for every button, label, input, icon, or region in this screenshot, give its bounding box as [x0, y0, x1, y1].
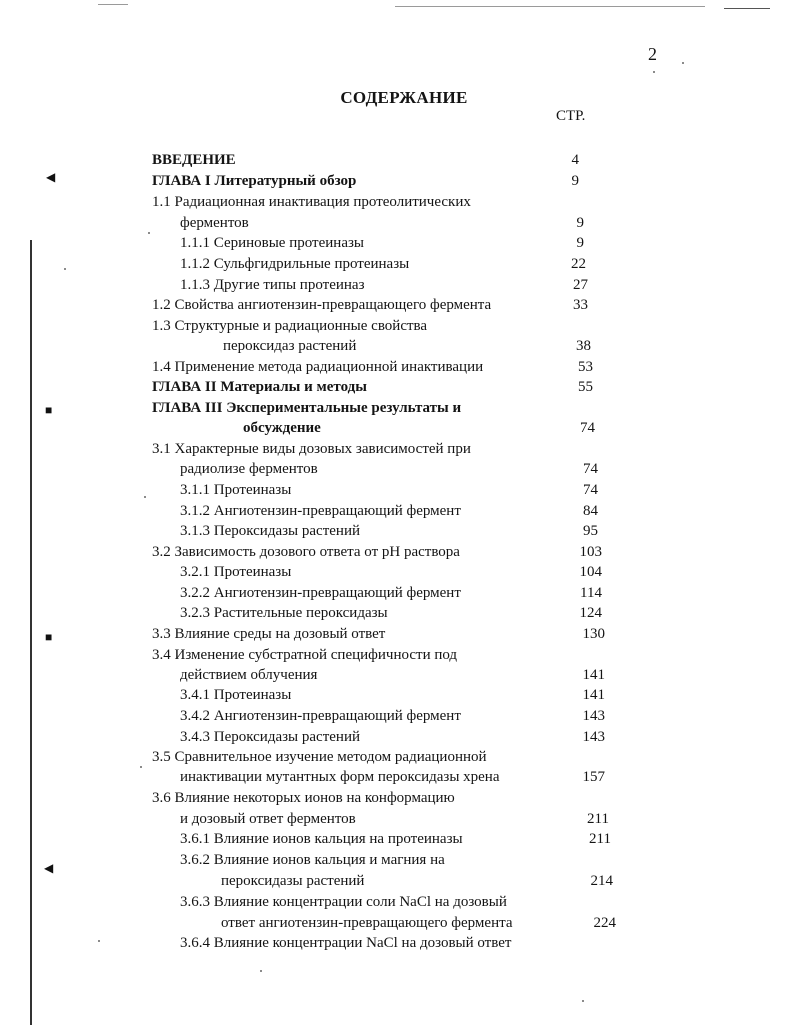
toc-entry-text: действием облучения: [180, 667, 318, 683]
toc-entry-text: радиолизе ферментов: [180, 461, 318, 477]
toc-entry-text: 3.1.2 Ангиотензин-превращающий фермент: [180, 503, 461, 519]
toc-entry-text: 3.6.2 Влияние ионов кальция и магния на: [180, 852, 445, 868]
toc-entry-text: 1.1 Радиационная инактивация протеолитических: [152, 194, 471, 210]
page-number: 2: [648, 44, 657, 64]
binder-mark: ■: [45, 630, 53, 644]
toc-entry-page: 95: [583, 523, 598, 539]
toc-entry-page: 27: [573, 277, 588, 293]
toc-entry-page: 211: [587, 811, 609, 827]
toc-entry-text: инактивации мутантных форм пероксидазы хрена: [180, 769, 500, 785]
scan-artifact-line: [98, 4, 128, 5]
toc-entry-text: 1.1.3 Другие типы протеиназ: [180, 277, 365, 293]
binder-mark: ◀: [44, 861, 54, 875]
binder-mark: ◀: [46, 170, 56, 184]
toc-entry-text: 3.2.3 Растительные пероксидазы: [180, 605, 388, 621]
toc-entry-page: 22: [571, 256, 586, 272]
toc-entry-page: 214: [590, 873, 613, 889]
toc-entry-text: 3.5 Сравнительное изучение методом радиационной: [152, 749, 487, 765]
scan-speck: [144, 496, 146, 498]
toc-entry-page: 141: [582, 687, 605, 703]
toc-entry-text: 3.6 Влияние некоторых ионов на конформацию: [152, 790, 455, 806]
scan-speck: [582, 1000, 584, 1002]
toc-entry-text: ГЛАВА II Материалы и методы: [152, 379, 367, 395]
toc-entry-text: пероксидаз растений: [223, 338, 357, 354]
toc-entry-text: 3.6.3 Влияние концентрации соли NaCl на дозовый: [180, 894, 507, 910]
toc-entry-text: 1.1.1 Сериновые протеиназы: [180, 235, 364, 251]
toc-entry-text: и дозовый ответ ферментов: [180, 811, 356, 827]
toc-entry-text: 3.4 Изменение субстратной специфичности под: [152, 647, 458, 663]
scan-speck: [260, 970, 262, 972]
toc-entry-page: 211: [589, 831, 611, 847]
toc-entry-page: 224: [593, 915, 616, 931]
toc-entry-text: 3.2.1 Протеиназы: [180, 564, 292, 580]
page-column-label: СТР.: [556, 108, 586, 124]
toc-entry-text: 3.1.3 Пероксидазы растений: [180, 523, 360, 539]
toc-entry-text: 1.3 Структурные и радиационные свойства: [152, 318, 428, 334]
toc-entry-page: 74: [583, 482, 598, 498]
toc-entry-page: 104: [579, 564, 602, 580]
toc-entry-page: 143: [582, 708, 605, 724]
scan-speck: [682, 62, 684, 64]
toc-entry-text: пероксидазы растений: [221, 873, 365, 889]
toc-entry-page: 4: [571, 152, 579, 168]
toc-entry-text: 3.6.4 Влияние концентрации NaCl на дозовый ответ: [180, 935, 512, 951]
scan-speck: [98, 940, 100, 942]
toc-entry-text: ГЛАВА III Экспериментальные результаты и: [152, 400, 462, 416]
toc-entry-page: 141: [582, 667, 605, 683]
toc-entry-page: 157: [582, 769, 605, 785]
scan-speck: [148, 232, 150, 234]
toc-entry-text: ферментов: [180, 215, 249, 231]
toc-entry-text: 3.4.3 Пероксидазы растений: [180, 729, 360, 745]
toc-entry-text: 3.2.2 Ангиотензин-превращающий фермент: [180, 585, 461, 601]
toc-entry-page: 9: [571, 173, 579, 189]
scan-speck: [64, 268, 66, 270]
toc-entry-page: 124: [579, 605, 602, 621]
toc-entry-page: 9: [576, 215, 584, 231]
toc-entry-text: ГЛАВА I Литературный обзор: [152, 173, 357, 189]
toc-entry-page: 130: [582, 626, 605, 642]
page-title: СОДЕРЖАНИЕ: [340, 88, 468, 107]
toc-entry-page: 84: [583, 503, 598, 519]
toc-entry-text: ВВЕДЕНИЕ: [152, 152, 236, 168]
toc-entry-text: 3.6.1 Влияние ионов кальция на протеиназы: [180, 831, 463, 847]
toc-entry-text: 1.1.2 Сульфгидрильные протеиназы: [180, 256, 410, 272]
scan-artifact-line: [395, 6, 705, 7]
toc-entry-page: 9: [576, 235, 584, 251]
scan-artifact-line: [724, 8, 770, 9]
toc-entry-text: обсуждение: [243, 420, 321, 436]
toc-entry-text: 1.4 Применение метода радиационной инактивации: [152, 359, 484, 375]
toc-entry-text: 3.1 Характерные виды дозовых зависимостей при: [152, 441, 471, 457]
toc-entry-text: ответ ангиотензин-превращающего фермента: [221, 915, 513, 931]
toc-entry-page: 74: [583, 461, 598, 477]
toc-entry-page: 143: [582, 729, 605, 745]
toc-entry-text: 3.1.1 Протеиназы: [180, 482, 292, 498]
toc-entry-page: 103: [579, 544, 602, 560]
toc-entry-text: 1.2 Свойства ангиотензин-превращающего фермента: [152, 297, 492, 313]
scan-speck: [653, 71, 655, 73]
toc-entry-text: 3.4.1 Протеиназы: [180, 687, 292, 703]
binder-mark: ■: [45, 403, 53, 417]
toc-entry-page: 33: [573, 297, 588, 313]
toc-entry-page: 38: [576, 338, 591, 354]
toc-entry-page: 53: [578, 359, 593, 375]
scan-edge-line: [30, 240, 32, 1025]
scan-speck: [140, 766, 142, 768]
toc-entry-page: 55: [578, 379, 593, 395]
toc-entry-text: 3.2 Зависимость дозового ответа от pH раствора: [152, 544, 460, 560]
toc-entry-page: 114: [580, 585, 602, 601]
toc-entry-text: 3.4.2 Ангиотензин-превращающий фермент: [180, 708, 461, 724]
toc-entry-page: 74: [580, 420, 595, 436]
toc-entry-text: 3.3 Влияние среды на дозовый ответ: [152, 626, 386, 642]
